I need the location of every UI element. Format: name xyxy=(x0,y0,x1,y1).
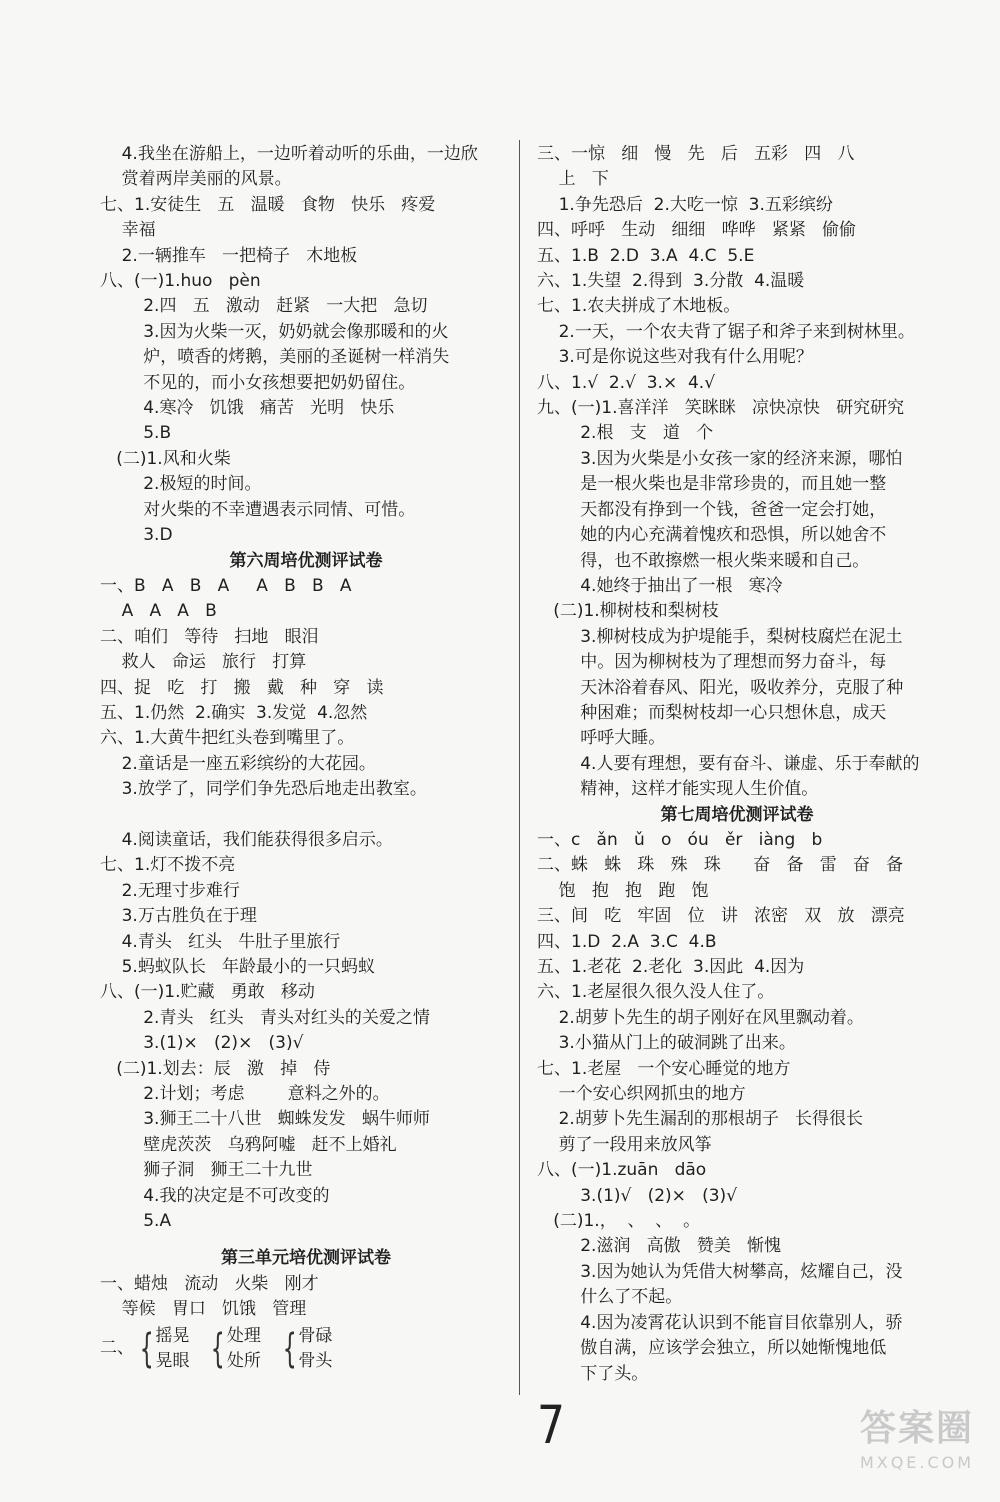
bracket-word: 骨碌 xyxy=(298,1325,333,1346)
text-line: 4.青头 红头 牛肚子里旅行 xyxy=(100,931,341,952)
text-line: 3.(1)√ (2)× (3)√ xyxy=(537,1185,738,1206)
text-line: 中。因为柳树枝为了理想而努力奋斗，每 xyxy=(537,652,887,673)
text-line: 3.万古胜负在于理 xyxy=(100,906,257,927)
bracket-answer-group xyxy=(100,1323,512,1375)
text-line: (二)1.柳树枝和梨树枝 xyxy=(537,601,719,622)
left-column xyxy=(100,142,512,1375)
text-line: 炉，喷香的烤鹅，美丽的圣诞树一样消失 xyxy=(100,347,450,368)
text-line: (二)1.风和火柴 xyxy=(100,448,231,469)
text-line: 3.小猫从门上的破洞跳了出来。 xyxy=(537,1033,796,1054)
text-line: 精神，这样才能实现人生价值。 xyxy=(537,779,819,800)
right-column xyxy=(537,142,937,1387)
curly-brace-icon: { xyxy=(139,1325,154,1372)
text-line: 等候 胃口 饥饿 管理 xyxy=(100,1299,307,1320)
bracket-word: 摇晃 xyxy=(155,1325,190,1346)
text-line: 剪了一段用来放风筝 xyxy=(537,1134,712,1155)
text-line: 下了头。 xyxy=(537,1363,649,1384)
text-line: 七、1.老屋 一个安心睡觉的地方 xyxy=(537,1058,791,1079)
text-line: 是一根火柴也是非常珍贵的，而且她一整 xyxy=(537,474,887,495)
text-line: 一、c ǎn ǔ o óu ěr iàng b xyxy=(537,829,823,850)
text-line: 得，也不敢擦燃一根火柴来暖和自己。 xyxy=(537,550,870,571)
text-line: 六、1.老屋很久很久没人住了。 xyxy=(537,982,775,1003)
text-line: 4.她终于抽出了一根 寒冷 xyxy=(537,575,783,596)
text-line: 2.滋润 高傲 赞美 惭愧 xyxy=(537,1236,782,1257)
right-block-a xyxy=(537,142,937,803)
text-line: 2.计划；考虑 意料之外的。 xyxy=(100,1084,390,1105)
bracket-word: 晃眼 xyxy=(155,1350,190,1371)
text-line: 五、1.仍然 2.确实 3.发觉 4.忽然 xyxy=(100,702,368,723)
text-line: 3.因为她认为凭借大树攀高，炫耀自己，没 xyxy=(537,1261,903,1282)
text-line: 九、(一)1.喜洋洋 笑眯眯 凉快凉快 研究研究 xyxy=(537,398,905,419)
text-line: 3.狮王二十八世 蜘蛛发发 蜗牛师师 xyxy=(100,1109,430,1130)
text-line: 四、呼呼 生动 细细 哗哗 紧紧 偷偷 xyxy=(537,220,857,241)
text-line: 2.根 支 道 个 xyxy=(537,423,714,444)
text-line: 傲自满，应该学会独立，所以她惭愧地低 xyxy=(537,1338,887,1359)
text-line: 2.胡萝卜先生的胡子刚好在风里飘动着。 xyxy=(537,1007,864,1028)
text-line: 什么了不起。 xyxy=(537,1287,683,1308)
text-line: 4.阅读童话，我们能获得很多启示。 xyxy=(100,829,393,850)
text-line xyxy=(100,803,512,828)
text-line: 狮子洞 狮王二十九世 xyxy=(100,1160,313,1181)
bracket-word: 处所 xyxy=(226,1350,261,1371)
text-line: 5.蚂蚁队长 年龄最小的一只蚂蚁 xyxy=(100,957,376,977)
text-line: 四、1.D 2.A 3.C 4.B xyxy=(537,931,717,952)
watermark-text: 答案圈 xyxy=(859,1408,974,1449)
text-line: 种困难；而梨树枝却一心只想休息，成天 xyxy=(537,702,887,723)
text-line: 3.D xyxy=(100,525,173,546)
text-line: 5.B xyxy=(100,423,172,444)
bracket-word: 骨头 xyxy=(298,1350,333,1371)
left-block-b xyxy=(100,574,512,1235)
section-heading-week6: 第六周培优测评试卷 xyxy=(229,550,383,571)
text-line: 2.一辆推车 一把椅子 木地板 xyxy=(100,245,358,266)
bracket-word: 处理 xyxy=(226,1325,261,1346)
page-number: 7 xyxy=(537,1394,565,1457)
text-line: 八、(一)1.zuān dāo xyxy=(537,1160,707,1181)
text-line: 4.因为凌霄花认识到不能盲目依靠别人，骄 xyxy=(537,1312,903,1333)
text-line: 饱 抱 抱 跑 饱 xyxy=(537,880,709,901)
text-line: 3.(1)× (2)× (3)√ xyxy=(100,1033,304,1054)
left-block-a xyxy=(100,142,512,549)
text-line: 2.无理寸步难行 xyxy=(100,880,240,901)
text-line: 七、1.农夫拼成了木地板。 xyxy=(537,296,741,317)
left-block-c xyxy=(100,1272,512,1323)
text-line: 一、蜡烛 流动 火柴 刚才 xyxy=(100,1273,319,1294)
right-block-b xyxy=(537,828,937,1387)
text-line: (二)1.， 、 、 。 xyxy=(537,1211,701,1232)
text-line: 一、B A B A A B B A xyxy=(100,575,352,596)
bracket-pair xyxy=(277,1324,332,1374)
text-line: 2.极短的时间。 xyxy=(100,474,262,495)
text-line: 2.青头 红头 青头对红头的关爱之情 xyxy=(100,1007,430,1028)
text-line: 1.争先恐后 2.大吃一惊 3.五彩缤纷 xyxy=(537,194,833,215)
text-line: 2.一天，一个农夫背了锯子和斧子来到树林里。 xyxy=(537,321,915,342)
text-line: 三、一惊 细 慢 先 后 五彩 四 八 xyxy=(537,144,855,164)
text-line: 2.胡萝卜先生漏刮的那根胡子 长得很长 xyxy=(537,1109,864,1130)
text-line: 壁虎茨茨 乌鸦阿嘘 赶不上婚礼 xyxy=(100,1134,397,1155)
section-heading-week7: 第七周培优测评试卷 xyxy=(660,804,814,825)
text-line: 3.可是你说这些对我有什么用呢？ xyxy=(537,347,813,368)
section-heading-unit3: 第三单元培优测评试卷 xyxy=(221,1248,391,1269)
text-line: 呼呼大睡。 xyxy=(537,728,666,749)
curly-brace-icon: { xyxy=(211,1325,226,1372)
text-line: 八、(一)1.huo pèn xyxy=(100,271,261,292)
curly-brace-icon: { xyxy=(282,1325,297,1372)
text-line: (二)1.划去：辰 激 掉 侍 xyxy=(100,1058,331,1079)
text-line: A A A B xyxy=(100,601,217,622)
text-line: 对火柴的不幸遭遇表示同情、可惜。 xyxy=(100,499,416,520)
watermark-url: MXQE.COM xyxy=(859,1453,975,1472)
text-line: 天沐浴着春风、阳光，吸收养分，克服了种 xyxy=(537,677,904,698)
text-line: 4.人要有理想，要有奋斗、谦虚、乐于奉献的 xyxy=(537,753,920,774)
text-line: 二、咱们 等待 扫地 眼泪 xyxy=(100,626,319,647)
text-line: 4.寒冷 饥饿 痛苦 光明 快乐 xyxy=(100,398,395,419)
text-line: 六、1.失望 2.得到 3.分散 4.温暖 xyxy=(537,271,805,292)
text-line: 赏着两岸美丽的风景。 xyxy=(100,169,292,190)
watermark-logo xyxy=(852,1400,982,1472)
text-line: 三、间 吃 牢固 位 讲 浓密 双 放 漂亮 xyxy=(537,906,905,927)
text-line: 幸福 xyxy=(100,220,156,241)
text-line: 一个安心织网抓虫的地方 xyxy=(537,1084,746,1105)
text-line: 3.放学了，同学们争先恐后地走出教室。 xyxy=(100,779,427,800)
bracket-pair xyxy=(134,1324,189,1374)
text-line: 天都没有挣到一个钱，爸爸一定会打她， xyxy=(537,499,887,520)
text-line: 救人 命运 旅行 打算 xyxy=(100,652,307,673)
text-line: 4.我坐在游船上，一边听着动听的乐曲，一边欣 xyxy=(100,144,478,164)
text-line: 六、1.大黄牛把红头卷到嘴里了。 xyxy=(100,728,355,749)
text-line: 她的内心充满着愧疚和恐惧，所以她舍不 xyxy=(537,525,887,546)
text-line: 八、1.√ 2.√ 3.× 4.√ xyxy=(537,372,716,393)
text-line: 五、1.老花 2.老化 3.因此 4.因为 xyxy=(537,957,805,977)
text-line: 不见的，而小女孩想要把奶奶留住。 xyxy=(100,372,416,393)
text-line: 八、(一)1.贮藏 勇敢 移动 xyxy=(100,982,315,1003)
spacer xyxy=(100,1234,512,1246)
question-number: 二、 xyxy=(100,1337,134,1358)
text-line: 四、捉 吃 打 搬 戴 种 穿 读 xyxy=(100,677,384,698)
text-line: 3.因为火柴是小女孩一家的经济来源，哪怕 xyxy=(537,448,903,469)
text-line: 上 下 xyxy=(537,169,609,190)
text-line: 五、1.B 2.D 3.A 4.C 5.E xyxy=(537,245,755,266)
text-line: 七、1.灯不拨不亮 xyxy=(100,855,236,876)
text-line: 4.我的决定是不可改变的 xyxy=(100,1185,330,1206)
text-line: 2.童话是一座五彩缤纷的大花园。 xyxy=(100,753,376,774)
text-line: 3.柳树枝成为护堤能手，梨树枝腐烂在泥土 xyxy=(537,626,903,647)
text-line: 2.四 五 激动 赶紧 一大把 急切 xyxy=(100,296,428,317)
text-line: 5.A xyxy=(100,1211,172,1232)
text-line: 七、1.安徒生 五 温暖 食物 快乐 疼爱 xyxy=(100,194,436,215)
text-line: 3.因为火柴一灭，奶奶就会像那暖和的火 xyxy=(100,321,449,342)
bracket-pair xyxy=(205,1324,260,1374)
text-line: 二、蛛 蛛 珠 殊 珠 奋 备 雷 奋 备 xyxy=(537,855,904,876)
column-divider xyxy=(519,140,520,1395)
